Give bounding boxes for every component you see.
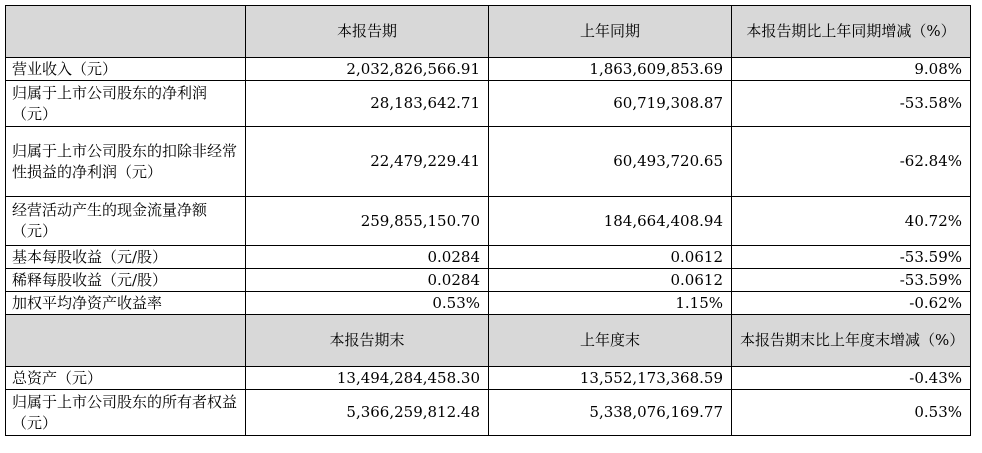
table-row xyxy=(6,390,971,436)
row-label: 归属于上市公司股东的扣除非经常性损益的净利润（元） xyxy=(6,127,246,197)
row-change-value: -0.62% xyxy=(732,292,971,315)
row-prior-value: 0.0612 xyxy=(489,246,732,269)
row-label: 归属于上市公司股东的所有者权益（元） xyxy=(6,390,246,436)
row-current-value: 13,494,284,458.30 xyxy=(246,367,489,390)
row-label: 基本每股收益（元/股） xyxy=(6,246,246,269)
row-current-value: 0.0284 xyxy=(246,269,489,292)
header-prior-period: 上年同期 xyxy=(489,6,732,58)
table-row xyxy=(6,367,971,390)
row-change-value: -62.84% xyxy=(732,127,971,197)
row-label: 经营活动产生的现金流量净额（元） xyxy=(6,197,246,246)
row-label: 营业收入（元） xyxy=(6,58,246,81)
row-prior-value: 184,664,408.94 xyxy=(489,197,732,246)
table-row xyxy=(6,81,971,127)
row-label: 总资产（元） xyxy=(6,367,246,390)
header-current-period: 本报告期 xyxy=(246,6,489,58)
row-change-value: -53.59% xyxy=(732,269,971,292)
header-change-pct: 本报告期末比上年度末增减（%） xyxy=(732,315,971,367)
table-row xyxy=(6,197,971,246)
row-current-value: 2,032,826,566.91 xyxy=(246,58,489,81)
row-prior-value: 0.0612 xyxy=(489,269,732,292)
table-header-row xyxy=(6,315,971,367)
row-prior-value: 13,552,173,368.59 xyxy=(489,367,732,390)
row-change-value: 9.08% xyxy=(732,58,971,81)
header-prior-year-end: 上年度末 xyxy=(489,315,732,367)
header-change-pct: 本报告期比上年同期增减（%） xyxy=(732,6,971,58)
row-prior-value: 60,493,720.65 xyxy=(489,127,732,197)
row-prior-value: 1.15% xyxy=(489,292,732,315)
row-current-value: 28,183,642.71 xyxy=(246,81,489,127)
row-change-value: 40.72% xyxy=(732,197,971,246)
table-row xyxy=(6,269,971,292)
row-current-value: 22,479,229.41 xyxy=(246,127,489,197)
table-row xyxy=(6,58,971,81)
table-row xyxy=(6,246,971,269)
row-prior-value: 1,863,609,853.69 xyxy=(489,58,732,81)
table-row xyxy=(6,292,971,315)
row-prior-value: 60,719,308.87 xyxy=(489,81,732,127)
table-row xyxy=(6,127,971,197)
row-current-value: 259,855,150.70 xyxy=(246,197,489,246)
row-change-value: -53.58% xyxy=(732,81,971,127)
row-label: 稀释每股收益（元/股） xyxy=(6,269,246,292)
row-label: 加权平均净资产收益率 xyxy=(6,292,246,315)
row-change-value: -53.59% xyxy=(732,246,971,269)
row-label: 归属于上市公司股东的净利润（元） xyxy=(6,81,246,127)
row-current-value: 0.53% xyxy=(246,292,489,315)
row-change-value: -0.43% xyxy=(732,367,971,390)
row-current-value: 0.0284 xyxy=(246,246,489,269)
row-change-value: 0.53% xyxy=(732,390,971,436)
header-blank-cell xyxy=(6,6,246,58)
header-period-end: 本报告期末 xyxy=(246,315,489,367)
header-blank-cell xyxy=(6,315,246,367)
table-header-row xyxy=(6,6,971,58)
financial-summary-table xyxy=(5,5,971,436)
row-current-value: 5,366,259,812.48 xyxy=(246,390,489,436)
row-prior-value: 5,338,076,169.77 xyxy=(489,390,732,436)
